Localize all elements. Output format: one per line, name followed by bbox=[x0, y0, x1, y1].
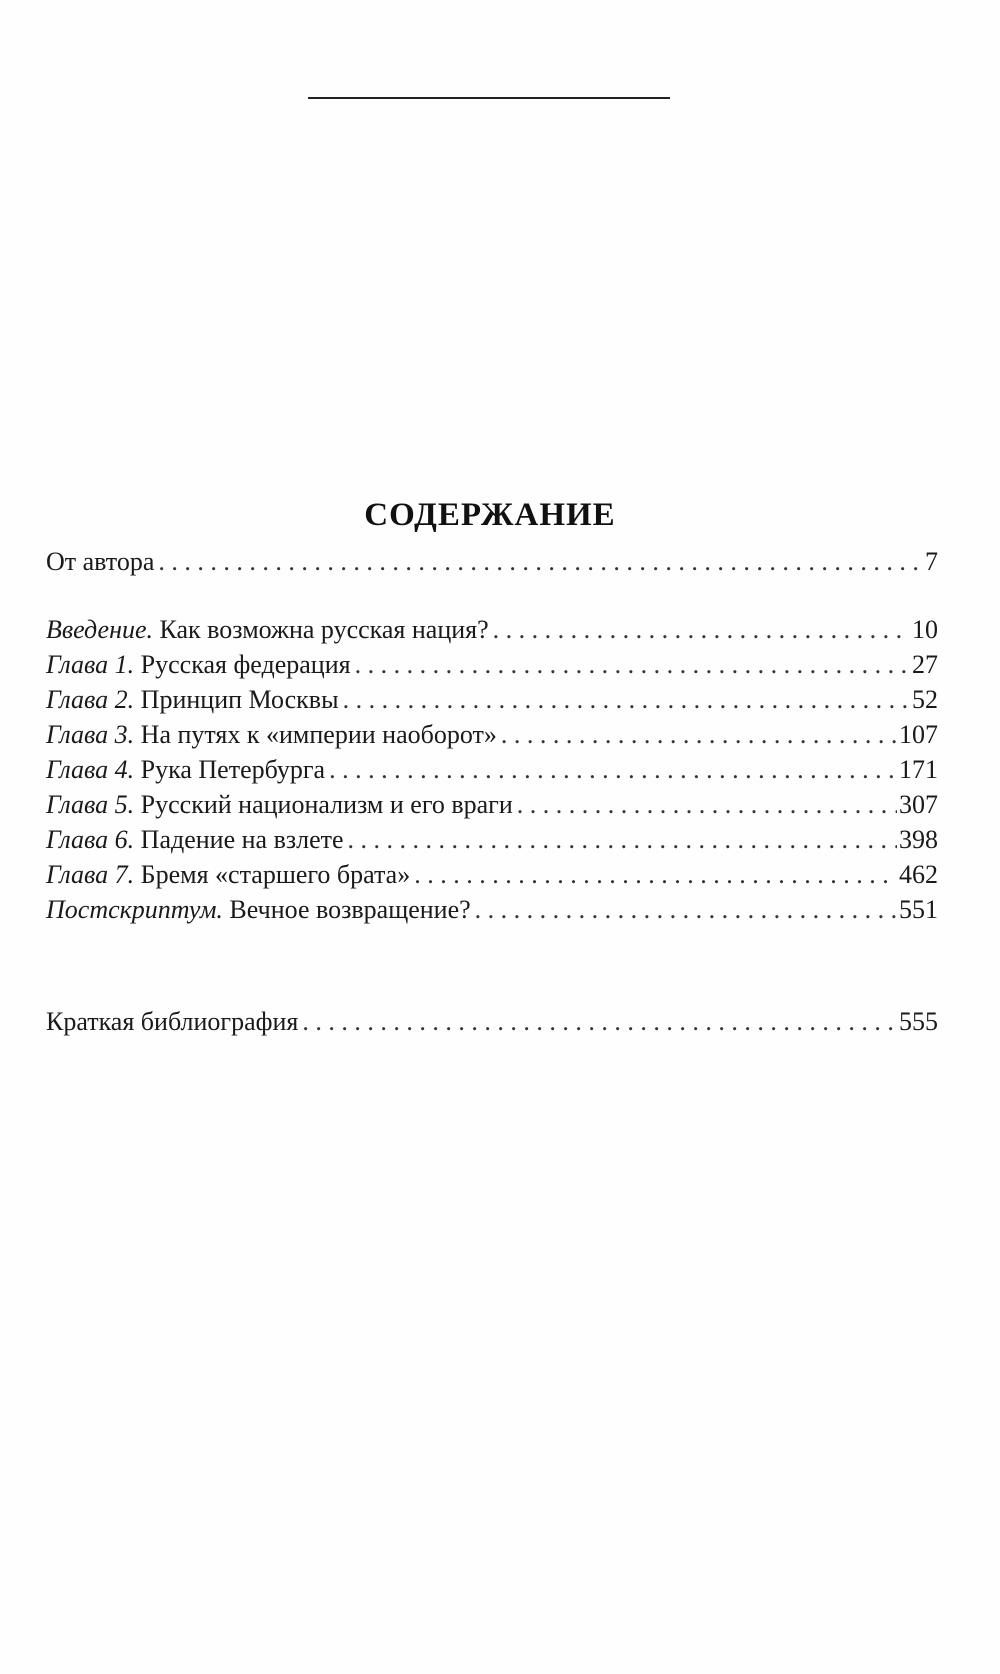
toc-entry bbox=[46, 647, 938, 682]
toc-page-number: 27 bbox=[912, 650, 938, 679]
toc-entry-prefix: Глава 3. bbox=[46, 720, 135, 749]
toc-leader-dots bbox=[501, 717, 897, 752]
toc-entry bbox=[46, 787, 938, 822]
toc-leader-dots bbox=[517, 787, 897, 822]
toc-entry bbox=[46, 612, 938, 647]
toc-leader-dots bbox=[343, 682, 910, 717]
toc-entry bbox=[46, 717, 938, 752]
toc-entry-prefix: Глава 1. bbox=[46, 650, 135, 679]
toc-group-chapters bbox=[46, 612, 938, 927]
toc-page-number: 555 bbox=[899, 1007, 938, 1036]
toc-page-number: 398 bbox=[899, 825, 938, 854]
toc-entry-label: Глава 7. Бремя «старшего брата» bbox=[46, 860, 411, 889]
toc-page-number: 7 bbox=[925, 547, 938, 576]
toc-entry-prefix: Постскриптум. bbox=[46, 895, 223, 924]
toc-entry bbox=[46, 822, 938, 857]
toc-entry-label: Краткая библиография bbox=[46, 1007, 299, 1036]
toc-page-number: 107 bbox=[899, 720, 938, 749]
toc-leader-dots bbox=[414, 857, 897, 892]
toc-page-number: 551 bbox=[899, 895, 938, 924]
toc-leader-dots bbox=[475, 892, 897, 927]
toc-entry-label: Глава 5. Русский национализм и его враги bbox=[46, 790, 513, 819]
toc-page-number: 10 bbox=[912, 615, 938, 644]
toc-group-front bbox=[46, 544, 938, 579]
toc-leader-dots bbox=[348, 822, 897, 857]
toc-entry bbox=[46, 1004, 938, 1039]
toc-entry-prefix: Глава 2. bbox=[46, 685, 135, 714]
toc-leader-dots bbox=[158, 544, 923, 579]
toc-entry-label: Глава 2. Принцип Москвы bbox=[46, 685, 339, 714]
top-rule bbox=[308, 97, 670, 99]
toc-page-number: 307 bbox=[899, 790, 938, 819]
toc-page-number: 171 bbox=[899, 755, 938, 784]
toc-entry bbox=[46, 857, 938, 892]
toc-entry-prefix: Введение. bbox=[46, 615, 154, 644]
toc-entry-prefix: Глава 5. bbox=[46, 790, 135, 819]
toc-entry-label: От автора bbox=[46, 547, 155, 576]
toc-page-number: 52 bbox=[912, 685, 938, 714]
toc-entry-label: Глава 6. Падение на взлете bbox=[46, 825, 344, 854]
page-title: СОДЕРЖАНИЕ bbox=[364, 497, 616, 533]
toc-leader-dots bbox=[355, 647, 910, 682]
toc-entry-label: Постскриптум. Вечное возвращение? bbox=[46, 895, 471, 924]
toc-entry-label: Глава 3. На путях к «империи наоборот» bbox=[46, 720, 497, 749]
toc-entry-prefix: Глава 6. bbox=[46, 825, 135, 854]
toc-entry bbox=[46, 682, 938, 717]
toc-group-back bbox=[46, 1004, 938, 1039]
toc-leader-dots bbox=[329, 752, 897, 787]
toc-entry-prefix: Глава 4. bbox=[46, 755, 135, 784]
toc-entry bbox=[46, 892, 938, 927]
toc-entry bbox=[46, 544, 938, 579]
toc-leader-dots bbox=[302, 1004, 897, 1039]
toc-entry-label: Глава 4. Рука Петербурга bbox=[46, 755, 326, 784]
toc-entry-prefix: Глава 7. bbox=[46, 860, 135, 889]
toc-page-number: 462 bbox=[899, 860, 938, 889]
toc-entry-label: Глава 1. Русская федерация bbox=[46, 650, 351, 679]
toc-leader-dots bbox=[493, 612, 910, 647]
toc-entry bbox=[46, 752, 938, 787]
toc-entry-label: Введение. Как возможна русская нация? bbox=[46, 615, 489, 644]
